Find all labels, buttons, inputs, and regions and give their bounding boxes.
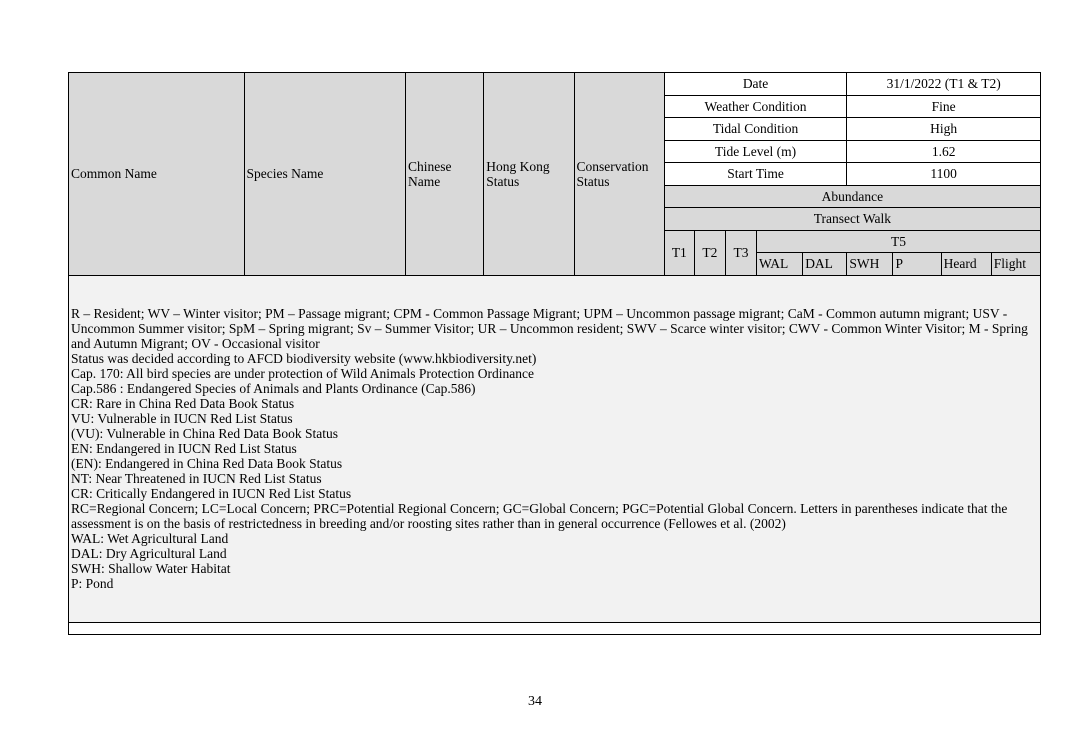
t5-subcolumn-flight: Flight <box>991 253 1040 276</box>
note-nt-iucn: NT: Near Threatened in IUCN Red List Status <box>71 471 322 486</box>
transect-t2-header: T2 <box>694 230 725 275</box>
info-value: 31/1/2022 (T1 & T2) <box>847 73 1041 96</box>
note-vu-china: (VU): Vulnerable in China Red Data Book Status <box>71 426 339 441</box>
bird-survey-table <box>68 72 1041 623</box>
notes-cell <box>69 275 1041 622</box>
note-cap-170: Cap. 170: All bird species are under protection of Wild Animals Protection Ordinance <box>71 366 534 381</box>
info-label: Weather Condition <box>664 95 847 118</box>
info-value: Fine <box>847 95 1041 118</box>
note-concern-codes: RC=Regional Concern; LC=Local Concern; PRC=Potential Regional Concern; GC=Global Concern; PGC=Potential Global Concern. Letters in parentheses indicate that the assessment is on the basis of restrictedness in breeding and/or roosting sites rather than in general occurrence (Fellowes et al. (2002) <box>71 501 1008 531</box>
info-label: Date <box>664 73 847 96</box>
header-common-name: Common Name <box>69 73 245 276</box>
note-wal: WAL: Wet Agricultural Land <box>71 531 229 546</box>
note-swh: SWH: Shallow Water Habitat <box>71 561 231 576</box>
transect-t3-header: T3 <box>725 230 756 275</box>
info-label: Tide Level (m) <box>664 140 847 163</box>
t5-subcolumn-wal: WAL <box>757 253 803 276</box>
note-p: P: Pond <box>71 576 114 591</box>
info-row-date <box>69 73 1041 96</box>
header-species-name: Species Name <box>244 73 405 276</box>
note-en-china: (EN): Endangered in China Red Data Book Status <box>71 456 343 471</box>
transect-t1-header: T1 <box>664 230 694 275</box>
header-hk-status: Hong Kong Status <box>484 73 574 276</box>
info-value: 1100 <box>847 163 1041 186</box>
note-vu-iucn: VU: Vulnerable in IUCN Red List Status <box>71 411 293 426</box>
notes-row <box>69 275 1041 622</box>
note-cr-iucn: CR: Critically Endangered in IUCN Red List Status <box>71 486 352 501</box>
transect-walk-header: Transect Walk <box>664 208 1040 231</box>
transect-t5-header: T5 <box>757 230 1041 253</box>
note-cr-china: CR: Rare in China Red Data Book Status <box>71 396 295 411</box>
header-chinese-name: Chinese Name <box>406 73 484 276</box>
note-dal: DAL: Dry Agricultural Land <box>71 546 227 561</box>
note-status-source: Status was decided according to AFCD biodiversity website (www.hkbiodiversity.net) <box>71 351 537 366</box>
t5-subcolumn-swh: SWH <box>847 253 893 276</box>
info-value: 1.62 <box>847 140 1041 163</box>
info-label: Start Time <box>664 163 847 186</box>
t5-subcolumn-dal: DAL <box>803 253 847 276</box>
info-label: Tidal Condition <box>664 118 847 141</box>
header-conservation-status: Conservation Status <box>574 73 664 276</box>
abundance-header: Abundance <box>664 185 1040 208</box>
page-number: 34 <box>528 694 542 709</box>
note-cap-586: Cap.586 : Endangered Species of Animals and Plants Ordinance (Cap.586) <box>71 381 476 396</box>
info-value: High <box>847 118 1041 141</box>
note-status-codes: R – Resident; WV – Winter visitor; PM – Passage migrant; CPM - Common Passage Migrant; UPM – Uncommon passage migrant; CaM - Common autumn migrant; USV - Uncommon Summer visitor; SpM – Spring migrant; Sv – Summer Visitor; UR – Uncommon resident; SWV – Scarce winter visitor; CWV - Common Winter Visitor; M - Spring and Autumn Migrant; OV - Occasional visitor <box>71 306 1028 351</box>
t5-subcolumn-heard: Heard <box>941 253 991 276</box>
t5-subcolumn-p: P <box>893 253 941 276</box>
note-en-iucn: EN: Endangered in IUCN Red List Status <box>71 441 297 456</box>
